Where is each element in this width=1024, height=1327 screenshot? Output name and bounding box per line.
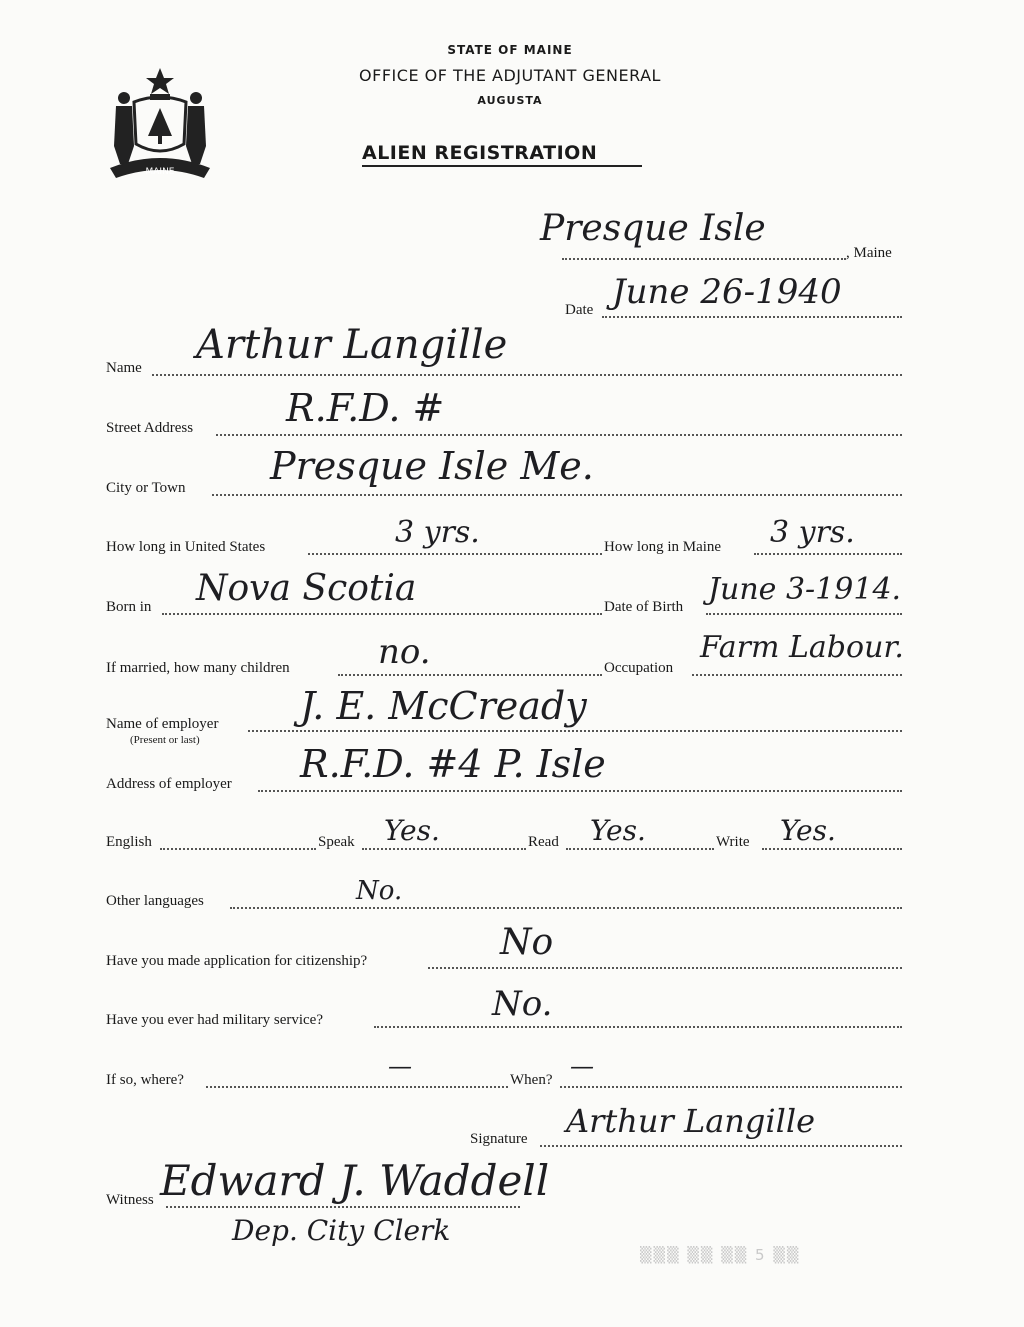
occupation-line: [692, 674, 902, 676]
maine-label: , Maine: [846, 245, 892, 261]
english-label: English: [106, 834, 152, 850]
witness-line: [166, 1206, 520, 1208]
employer-value: J. E. McCready: [300, 684, 587, 728]
read-line: [566, 848, 714, 850]
name-value: Arthur Langille: [196, 322, 508, 368]
other-languages-value: No.: [356, 876, 403, 906]
how-long-us-label: How long in United States: [106, 539, 266, 555]
seal-banner-text: MAINE: [145, 167, 175, 177]
children-line: [338, 674, 602, 676]
date-label: Date: [565, 302, 594, 318]
read-label: Read: [528, 834, 559, 850]
employer-label: Name of employer: [106, 716, 219, 732]
witness-label: Witness: [106, 1192, 154, 1208]
employer-address-value: R.F.D. #4 P. Isle: [300, 742, 606, 786]
header-office: OFFICE OF THE ADJUTANT GENERAL: [359, 66, 661, 85]
english-line: [160, 848, 316, 850]
date-of-birth-line: [706, 613, 902, 615]
when-line: [560, 1086, 902, 1088]
military-value: No.: [492, 984, 553, 1024]
other-languages-line: [230, 907, 902, 909]
when-value: —: [570, 1052, 594, 1080]
employer-sublabel: (Present or last): [130, 734, 200, 746]
military-line: [374, 1026, 902, 1028]
street-value: R.F.D. #: [286, 386, 445, 430]
born-in-line: [162, 613, 602, 615]
write-line: [762, 848, 902, 850]
name-line: [152, 374, 902, 376]
name-label: Name: [106, 360, 142, 376]
signature-label: Signature: [470, 1131, 528, 1147]
city-value: Presque Isle Me.: [270, 444, 594, 488]
how-long-maine-value: 3 yrs.: [770, 515, 855, 550]
date-of-birth-label: Date of Birth: [604, 599, 684, 615]
speak-label: Speak: [318, 834, 355, 850]
employer-address-line: [258, 790, 902, 792]
citizenship-label: Have you made application for citizenship?: [106, 953, 368, 969]
speak-value: Yes.: [384, 814, 440, 847]
city-label: City or Town: [106, 480, 186, 496]
when-label: When?: [510, 1072, 553, 1088]
how-long-maine-line: [754, 553, 902, 555]
children-label: If married, how many children: [106, 660, 290, 676]
header-state: STATE OF MAINE: [447, 43, 573, 57]
title-underline: [362, 165, 642, 167]
born-in-value: Nova Scotia: [196, 568, 417, 609]
children-value: no.: [378, 632, 431, 672]
how-long-maine-label: How long in Maine: [604, 539, 722, 555]
place-value: Presque Isle: [540, 208, 766, 249]
header-city: AUGUSTA: [477, 94, 543, 107]
witness-value: Edward J. Waddell: [160, 1156, 550, 1205]
date-value: June 26-1940: [612, 272, 842, 312]
if-so-where-value: —: [388, 1052, 412, 1080]
military-label: Have you ever had military service?: [106, 1012, 323, 1028]
occupation-value: Farm Labour.: [700, 630, 904, 665]
date-of-birth-value: June 3-1914.: [708, 572, 902, 607]
faded-stamp-mark: ▒▒▒ ▒▒ ▒▒ 5 ▒▒: [640, 1246, 801, 1264]
if-so-where-line: [206, 1086, 508, 1088]
occupation-label: Occupation: [604, 660, 674, 676]
street-label: Street Address: [106, 420, 194, 436]
employer-line: [248, 730, 902, 732]
maine-state-seal-icon: [104, 64, 216, 180]
if-so-where-label: If so, where?: [106, 1072, 184, 1088]
signature-value: Arthur Langille: [566, 1102, 816, 1140]
place-line: [562, 258, 846, 260]
signature-line: [540, 1145, 902, 1147]
employer-address-label: Address of employer: [106, 776, 232, 792]
citizenship-value: No: [500, 922, 554, 963]
street-line: [216, 434, 902, 436]
speak-line: [362, 848, 526, 850]
city-line: [212, 494, 902, 496]
how-long-us-value: 3 yrs.: [395, 515, 480, 550]
witness-title: Dep. City Clerk: [232, 1214, 451, 1247]
date-line: [602, 316, 902, 318]
other-languages-label: Other languages: [106, 893, 204, 909]
write-value: Yes.: [780, 814, 836, 847]
citizenship-line: [428, 967, 902, 969]
write-label: Write: [716, 834, 750, 850]
how-long-us-line: [308, 553, 602, 555]
born-in-label: Born in: [106, 599, 152, 615]
form-title: ALIEN REGISTRATION: [362, 142, 598, 164]
read-value: Yes.: [590, 814, 646, 847]
